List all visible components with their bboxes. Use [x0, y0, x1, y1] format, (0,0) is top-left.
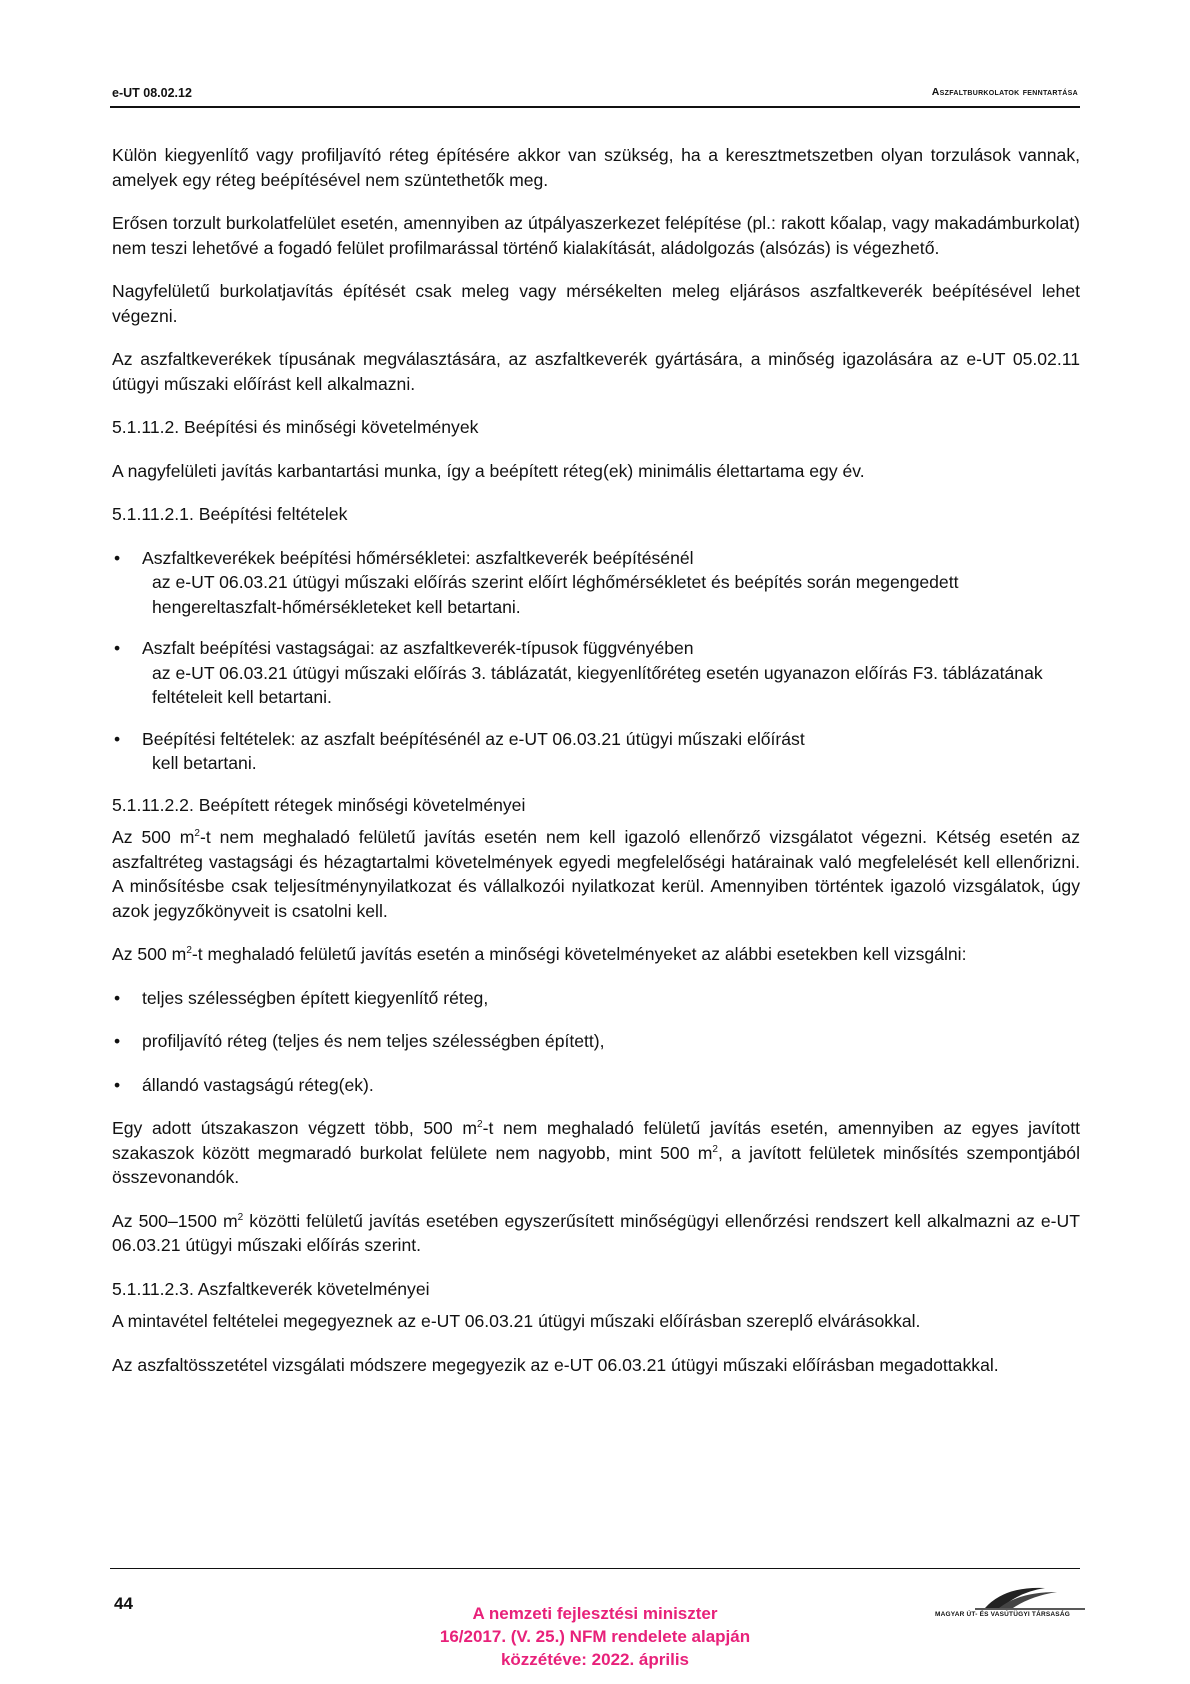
bullet-first-line: Aszfalt beépítési vastagságai: az aszfaltkeverék-típusok függvényében: [142, 638, 694, 658]
society-logo-icon: [935, 1582, 1087, 1612]
section-heading: 5.1.11.2.2. Beépített rétegek minőségi követelményei: [112, 794, 526, 815]
page-number: 44: [114, 1594, 133, 1613]
text-run: Egy adott útszakaszon végzett több, 500 m: [112, 1118, 478, 1138]
text-run: -t meghaladó felületű javítás esetén a minőségi követelményeket az alábbi esetekben kell vizsgálni:: [191, 944, 967, 964]
paragraph: [112, 1209, 1080, 1258]
footer-rule: [110, 1568, 1080, 1569]
paragraph: Külön kiegyenlítő vagy profiljavító réteg építésére akkor van szükség, ha a keresztmetszetben olyan torzulások vannak, amelyek egy réteg beépítésével nem szüntethetők meg.: [112, 145, 1080, 190]
bullet-item: [112, 1029, 1080, 1054]
superscript: 2: [477, 1119, 483, 1131]
bullet-first-line: Beépítési feltételek: az aszfalt beépítésénél az e-UT 06.03.21 útügyi műszaki előírást: [142, 728, 805, 749]
bullet-continuation: az e-UT 06.03.21 útügyi műszaki előírás szerint előírt léghőmérsékletet és beépítés során megengedett hengereltaszfalt-hőmérsékleteket kell betartani.: [152, 572, 959, 617]
paragraph: Az aszfaltkeverékek típusának megválasztására, az aszfaltkeverék gyártására, a minőség igazolására az e-UT 05.02.11 útügyi műszaki előírást kell alkalmazni.: [112, 349, 1080, 394]
body-text: [112, 143, 1080, 1396]
bullet-icon: •: [114, 987, 121, 1008]
bullet-text: állandó vastagságú réteg(ek).: [142, 1074, 374, 1095]
bullet-continuation: kell betartani.: [152, 753, 257, 773]
publication-notice: [330, 1602, 860, 1671]
section-heading: 5.1.11.2.1. Beépítési feltételek: [112, 504, 348, 524]
chapter-title: Aszfaltburkolatok fenntartása: [931, 86, 1078, 98]
superscript: 2: [712, 1143, 718, 1155]
superscript: 2: [237, 1211, 244, 1223]
text-run: -t nem meghaladó felületű javítás esetén, amennyiben az egyes javított szakaszok között megmaradó burkolat felülete nem nagyobb, mint 500 m: [112, 1118, 1081, 1163]
paragraph: A mintavétel feltételei megegyeznek az e-UT 06.03.21 útügyi műszaki előírásban szereplő elvárásokkal.: [112, 1311, 921, 1331]
bullet-first-line: Aszfaltkeverékek beépítési hőmérsékletei: aszfaltkeverék beépítésénél: [142, 547, 694, 568]
society-logo-text: MAGYAR ÚT- ÉS VASÚTÜGYI TÁRSASÁG: [935, 1611, 1070, 1618]
paragraph: [112, 1116, 1080, 1190]
notice-line: A nemzeti fejlesztési miniszter: [472, 1604, 718, 1623]
bullet-text: teljes szélességben épített kiegyenlítő réteg,: [142, 987, 489, 1008]
paragraph: A nagyfelületi javítás karbantartási munka, így a beépített réteg(ek) minimális élettartama egy év.: [112, 460, 865, 481]
notice-line: közzétéve: 2022. április: [500, 1650, 690, 1669]
paragraph: Az aszfaltösszetétel vizsgálati módszere megegyezik az e-UT 06.03.21 útügyi műszaki előírásban megadottakkal.: [112, 1354, 999, 1375]
bullet-item: [112, 546, 1080, 620]
bullet-icon: •: [114, 638, 121, 658]
section-heading: 5.1.11.2. Beépítési és minőségi követelmények: [112, 417, 479, 437]
bullet-icon: •: [114, 1074, 121, 1095]
text-run: közötti felületű javítás esetében egyszerűsített minőségügyi ellenőrzési rendszert kell alkalmazni az e-UT 06.03.21 útügyi műszaki előírás szerint.: [112, 1210, 1080, 1255]
document-code: e-UT 08.02.12: [112, 86, 192, 100]
bullet-text: profiljavító réteg (teljes és nem teljes szélességben épített),: [142, 1031, 605, 1051]
bullet-item: [112, 636, 1080, 710]
bullet-item: [112, 1073, 1080, 1098]
notice-line: 16/2017. (V. 25.) NFM rendelete alapján: [439, 1627, 751, 1646]
text-run: Az 500 m: [112, 827, 195, 847]
text-run: Az 500 m: [112, 944, 187, 964]
bullet-item: [112, 727, 1080, 776]
paragraph: Nagyfelületű burkolatjavítás építését csak meleg vagy mérsékelten meleg eljárásos aszfaltkeverék beépítésével lehet végezni.: [112, 281, 1080, 326]
running-header: [110, 84, 1080, 108]
superscript: 2: [194, 828, 200, 840]
bullet-item: [112, 986, 1080, 1011]
paragraph: [112, 825, 1080, 923]
text-run: , a javított felületek minősítés szempontjából összevonandók.: [112, 1142, 1080, 1187]
bullet-icon: •: [114, 728, 121, 749]
section-heading: 5.1.11.2.3. Aszfaltkeverék követelményei: [112, 1278, 430, 1299]
bullet-continuation: az e-UT 06.03.21 útügyi műszaki előírás 3. táblázatát, kiegyenlítőréteg esetén ugyanazon előírás F3. táblázatának feltételeit kell betartani.: [152, 662, 1043, 707]
bullet-icon: •: [114, 1031, 121, 1051]
superscript: 2: [186, 945, 192, 957]
text-run: Az 500–1500 m: [112, 1210, 238, 1231]
text-run: -t nem meghaladó felületű javítás esetén nem kell igazoló ellenőrző vizsgálatot végezni. Kétség esetén az aszfaltréteg vastagsági és hézagtartalmi követelmények egyedi megfelelőségi határainak való megfelelését kell ellenőrizni. A minősítésbe csak teljesítménynyilatkozat és vállalkozói nyilatkozat kerül. Amennyiben történtek igazoló vizsgálatok, úgy azok jegyzőkönyveit is csatolni kell.: [112, 827, 1080, 921]
paragraph: Erősen torzult burkolatfelület esetén, amennyiben az útpályaszerkezet felépítése (pl.: rakott kőalap, vagy makadámburkolat) nem teszi lehetővé a fogadó felület profilmarással történő kialakítását, aládolgozás (alsózás) is végezhető.: [112, 213, 1080, 258]
bullet-icon: •: [114, 547, 121, 568]
paragraph: [112, 942, 1080, 967]
